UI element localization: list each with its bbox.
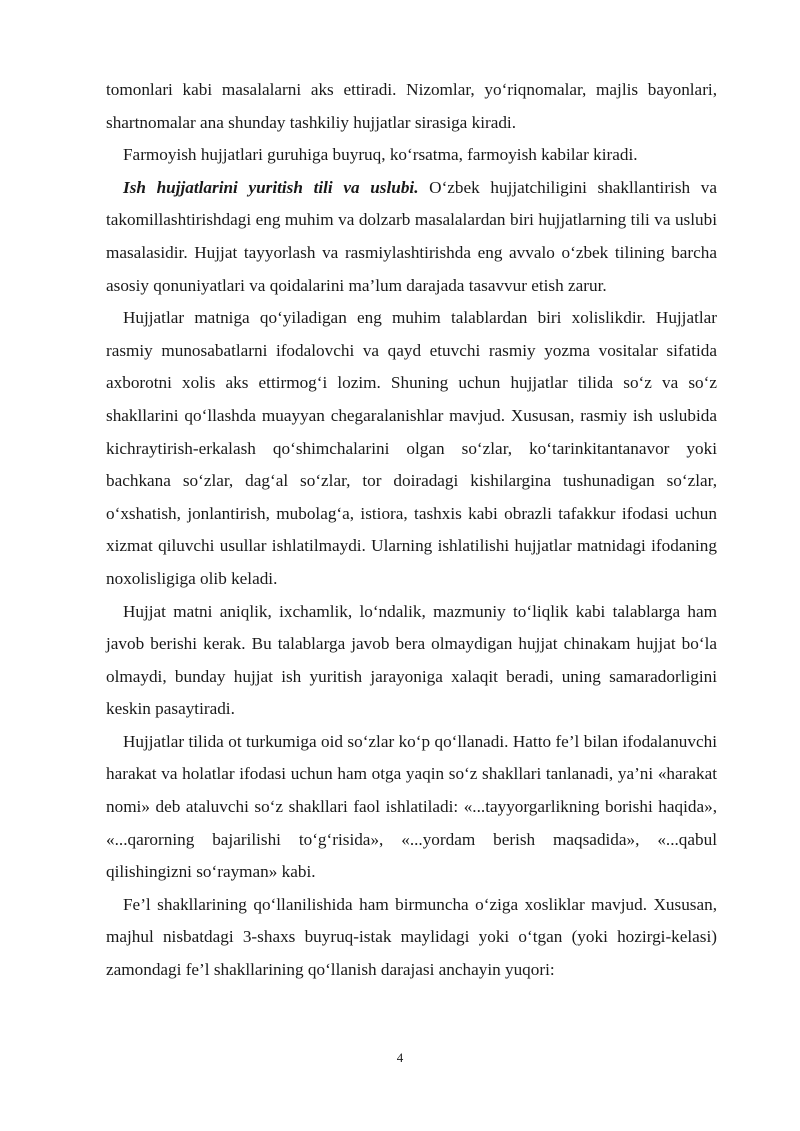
- paragraph: [106, 889, 717, 987]
- paragraph-text: tomonlari kabi masalalarni aks ettiradi. Nizomlar, yo‘riqnomalar, majlis bayonlari, shartnomalar ana shunday tashkiliy hujjatlar sirasiga kiradi.: [106, 80, 717, 132]
- paragraph-text: Hujjatlar matniga qo‘yiladigan eng muhim talablardan biri xolislikdir. Hujjatlar rasmiy munosabatlarni ifodalovchi va qayd etuvchi rasmiy yozma vositalar sifatida axborotni xolis aks ettirmog‘i lozim. Shuning uchun hujjatlar tilida so‘z va so‘z shakllarini qo‘llashda muayyan chegaralanishlar mavjud. Xususan, rasmiy ish uslubida kichraytirish-erkalash qo‘shimchalarini olgan so‘zlar, ko‘tarinkitantanavor yoki bachkana so‘zlar, dag‘al so‘zlar, tor doiradagi kishilargina tushunadigan so‘zlar, o‘xshatish, jonlantirish, mubolag‘a, istiora, tashxis kabi obrazli tafakkur ifodasi uchun xizmat qiluvchi usullar ishlatilmaydi. Ularning ishlatilishi hujjatlar matnidagi ifodaning noxolisligiga olib keladi.: [106, 308, 717, 588]
- paragraph: [106, 302, 717, 595]
- paragraph-text: Farmoyish hujjatlari guruhiga buyruq, ko‘rsatma, farmoyish kabilar kiradi.: [123, 145, 638, 165]
- paragraph-text: Fe’l shakllarining qo‘llanilishida ham birmuncha o‘ziga xosliklar mavjud. Xususan, majhul nisbatdagi 3-shaxs buyruq-istak maylidagi yoki o‘tgan (yoki hozirgi-kelasi) zamondagi fe’l shakllarining qo‘llanish darajasi anchayin yuqori:: [106, 894, 717, 980]
- paragraph: [106, 726, 717, 889]
- paragraph-text: O‘zbek hujjatchiligini shakllantirish va takomillashtirishdagi eng muhim va dolzarb masalalardan biri hujjatlarning tili va uslubi masalasidir. Hujjat tayyorlash va rasmiylashtirishda eng avvalo o‘zbek tilining barcha asosiy qonuniyatlari va qoidalarini ma’lum darajada tasavvur etish zarur.: [106, 177, 718, 295]
- paragraph: [106, 74, 717, 139]
- section-heading: Ish hujjatlarini yuritish tili va uslubi.: [123, 177, 419, 197]
- document-body: [106, 74, 717, 987]
- paragraph: [106, 139, 717, 172]
- paragraph: [106, 596, 717, 726]
- paragraph-text: Hujjat matni aniqlik, ixchamlik, lo‘ndalik, mazmuniy to‘liqlik kabi talablarga ham javob berishi kerak. Bu talablarga javob bera olmaydigan hujjat chinakam hujjat bo‘la olmaydi, bunday hujjat ish yuritish jarayoniga xalaqit beradi, uning samaradorligini keskin pasaytiradi.: [106, 601, 717, 719]
- page-number: 4: [396, 1050, 404, 1065]
- paragraph-text: Hujjatlar tilida ot turkumiga oid so‘zlar ko‘p qo‘llanadi. Hatto fe’l bilan ifodalanuvchi harakat va holatlar ifodasi uchun ham otga yaqin so‘z shakllari tanlanadi, ya’ni «harakat nomi» deb ataluvchi so‘z shakllari faol ishlatiladi: «...tayyorgarlikning borishi haqida», «...qarorning bajarilishi to‘g‘risida», «...yordam berish maqsadida», «...qabul qilishingizni so‘rayman» kabi.: [106, 731, 717, 882]
- paragraph: [106, 172, 717, 302]
